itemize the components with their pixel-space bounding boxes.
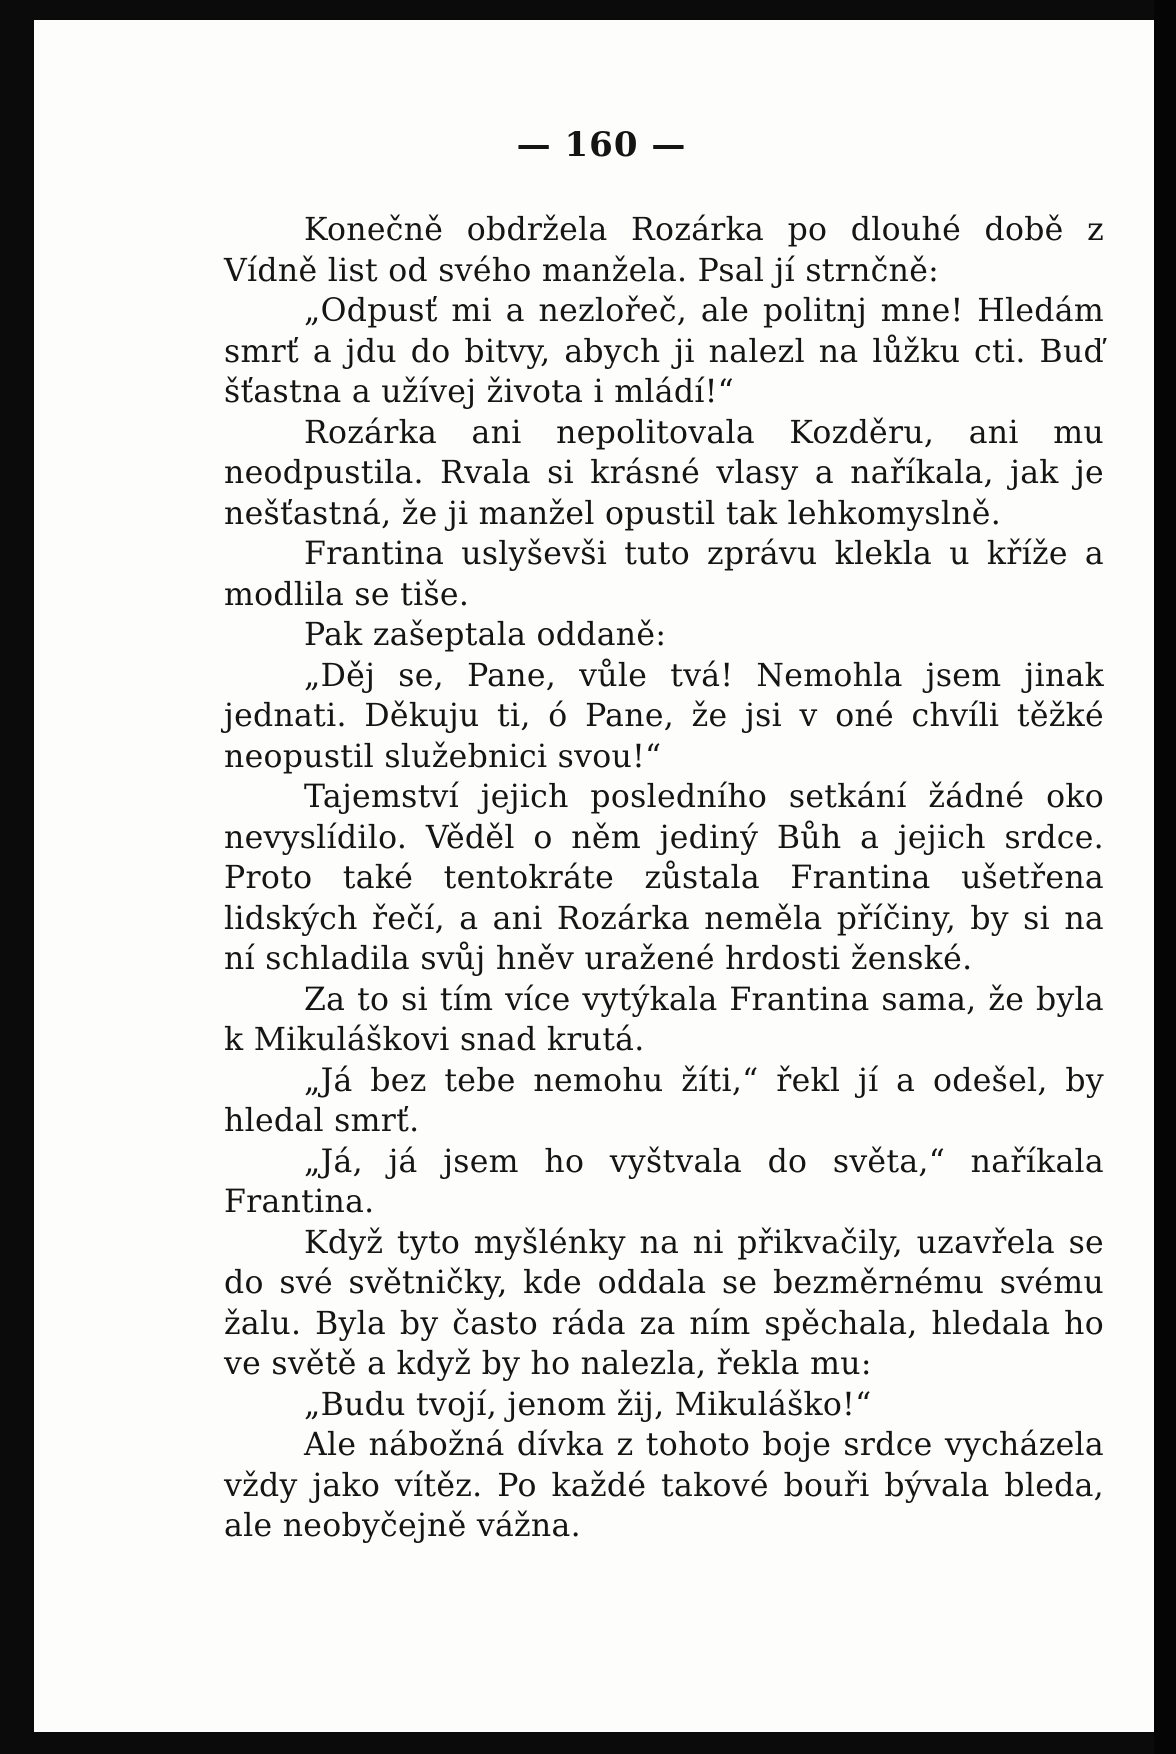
scan-edge-shadow [1154,0,1176,1754]
paragraph: „Já bez tebe nemohu žíti,“ řekl jí a odešel, by hledal smrť. [224,1062,1104,1139]
paragraph: Když tyto myšlénky na ni přikvačily, uzavřela se do své světničky, kde oddala se bezměrnému svému žalu. Byla by často ráda za ním spěchala, hledala ho ve světě a když by ho nalezla, řekla mu: [224,1224,1104,1382]
paragraph: „Já, já jsem ho vyštvala do světa,“ naříkala Frantina. [224,1143,1104,1220]
body-text [224,210,1104,1547]
paragraph: „Odpusť mi a nezlořeč, ale politnj mne! Hledám smrť a jdu do bitvy, abych ji nalezl na lůžku cti. Buď šťastna a užívej života i mládí!“ [224,293,1104,410]
paragraph: „Děj se, Pane, vůle tvá! Nemohla jsem jinak jednati. Děkuju ti, ó Pane, že jsi v oné chvíli těžké neopustil služebnici svou!“ [224,657,1104,775]
paragraph: „Budu tvojí, jenom žij, Mikuláško!“ [304,1386,872,1423]
paragraph: Za to si tím více vytýkala Frantina sama, že byla k Mikuláškovi snad krutá. [224,981,1104,1058]
paragraph: Tajemství jejich posledního setkání žádné oko nevyslídilo. Věděl o něm jediný Bůh a jejich srdce. Proto také tentokráte zůstala Frantina ušetřena lidských řečí, a ani Rozárka neměla příčiny, by si na ní schladila svůj hněv uražené hrdosti ženské. [224,779,1104,977]
page-number: — 160 — [516,125,687,165]
paragraph: Rozárka ani nepolitovala Kozděru, ani mu neodpustila. Rvala si krásné vlasy a naříkala, jak je nešťastná, že ji manžel opustil tak lehkomyslně. [224,414,1104,532]
paragraph: Konečně obdržela Rozárka po dlouhé době z Vídně list od svého manžela. Psal jí strnčně: [224,212,1104,289]
book-page [34,20,1154,1732]
paragraph: Frantina uslyševši tuto zprávu klekla u kříže a modlila se tiše. [224,536,1104,613]
paragraph: Ale nábožná dívka z tohoto boje srdce vycházela vždy jako vítěz. Po každé takové bouři bývala bleda, ale neobyčejně vážna. [224,1427,1104,1544]
paragraph: Pak zašeptala oddaně: [304,617,667,653]
